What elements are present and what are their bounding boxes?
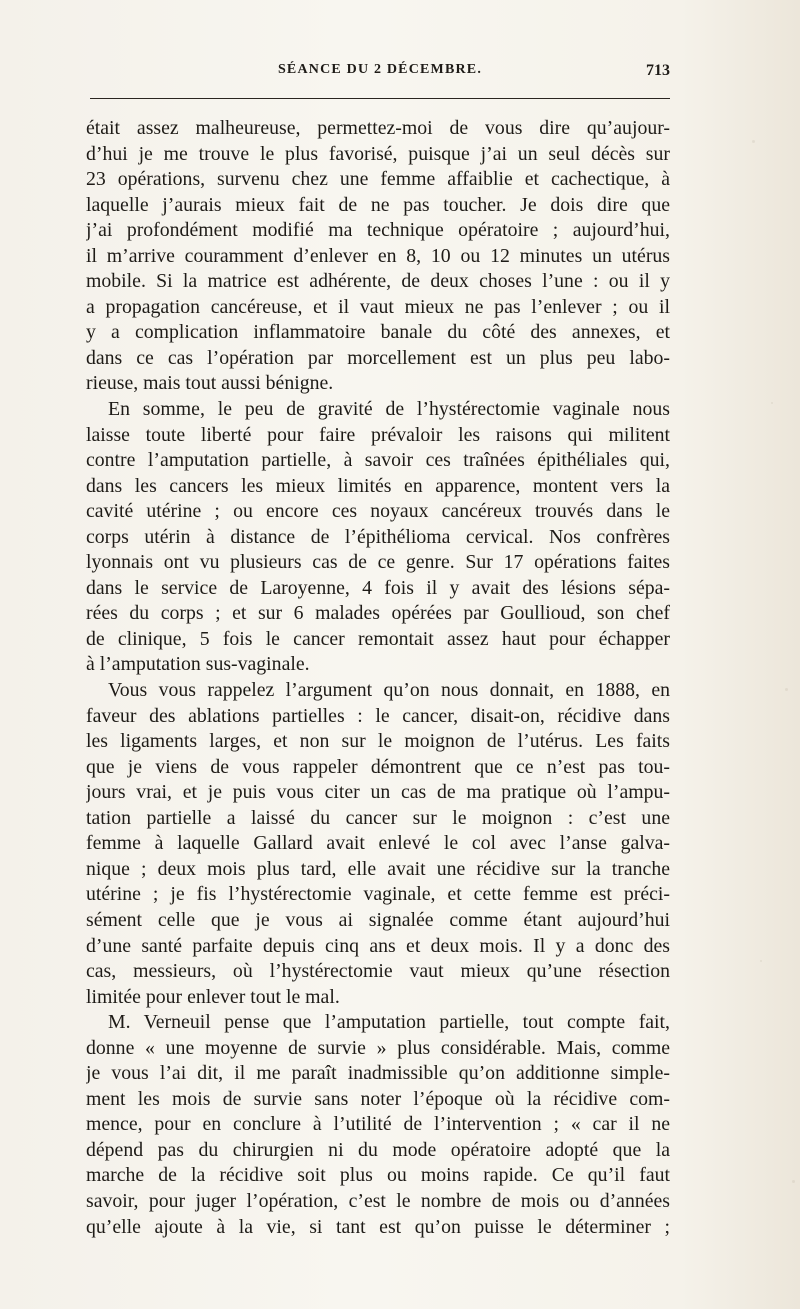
text-line: donne « une moyenne de survie » plus considérable. Mais, comme	[86, 1036, 670, 1059]
text-line: nique ; deux mois plus tard, elle avait une récidive sur la tranche	[86, 857, 670, 880]
text-line: ment les mois de survie sans noter l’époque où la récidive com-	[86, 1087, 670, 1110]
page-number: 713	[646, 62, 670, 79]
text-line: y a complication inflammatoire banale du côté des annexes, et	[86, 321, 670, 344]
page-header	[90, 62, 670, 86]
text-line: d’une santé parfaite depuis cinq ans et deux mois. Il y a donc des	[86, 934, 670, 957]
text-line: contre l’amputation partielle, à savoir ces traînées épithéliales qui,	[86, 449, 670, 472]
text-line: rieuse, mais tout aussi bénigne.	[86, 372, 334, 395]
text-line: dans ce cas l’opération par morcellement est un plus peu labo-	[86, 346, 670, 369]
text-line: limitée pour enlever tout le mal.	[86, 985, 340, 1008]
paper-speck	[760, 960, 762, 962]
text-line: utérine ; je fis l’hystérectomie vaginale, et cette femme est préci-	[86, 883, 670, 906]
text-line: savoir, pour juger l’opération, c’est le nombre de mois ou d’années	[86, 1189, 670, 1212]
text-line: En somme, le peu de gravité de l’hystérectomie vaginale nous	[108, 398, 670, 421]
text-line: corps utérin à distance de l’épithélioma cervical. Nos confrères	[86, 525, 670, 548]
text-line: les ligaments larges, et non sur le moignon de l’utérus. Les faits	[86, 730, 670, 753]
text-line: a propagation cancéreuse, et il vaut mieux ne pas l’enlever ; ou il	[86, 295, 670, 318]
header-rule	[90, 98, 670, 99]
text-line: de clinique, 5 fois le cancer remontait assez haut pour échapper	[86, 627, 670, 650]
text-line: laisse toute liberté pour faire prévaloir les raisons qui militent	[86, 423, 670, 446]
text-line: j’ai profondément modifié ma technique opératoire ; aujourd’hui,	[86, 219, 670, 242]
paper-speck	[785, 688, 788, 691]
text-line: jours vrai, et je puis vous citer un cas de ma pratique où l’ampu-	[86, 781, 670, 804]
text-line: lyonnais ont vu plusieurs cas de ce genre. Sur 17 opérations faites	[86, 551, 670, 574]
text-line: dans les cancers les mieux limités en apparence, montent vers la	[86, 474, 670, 497]
text-line: marche de la récidive soit plus ou moins rapide. Ce qu’il faut	[86, 1164, 670, 1187]
paper-speck	[752, 140, 755, 143]
text-line: dans le service de Laroyenne, 4 fois il y avait des lésions sépa-	[86, 576, 670, 599]
text-line: 23 opérations, survenu chez une femme affaiblie et cachectique, à	[86, 168, 670, 191]
text-line: Vous vous rappelez l’argument qu’on nous donnait, en 1888, en	[108, 679, 670, 702]
text-line: laquelle j’aurais mieux fait de ne pas toucher. Je dois dire que	[86, 193, 670, 216]
text-line: qu’elle ajoute à la vie, si tant est qu’on puisse le déterminer ;	[86, 1215, 670, 1238]
text-line: était assez malheureuse, permettez-moi de vous dire qu’aujour-	[86, 117, 670, 139]
text-line: mence, pour en conclure à l’utilité de l’intervention ; « car il ne	[86, 1113, 670, 1136]
text-line: rées du corps ; et sur 6 malades opérées par Goullioud, son chef	[86, 602, 670, 625]
text-line: faveur des ablations partielles : le cancer, disait-on, récidive dans	[86, 704, 670, 727]
text-line: cas, messieurs, où l’hystérectomie vaut mieux qu’une résection	[86, 960, 670, 983]
text-line: je vous l’ai dit, il me paraît inadmissible qu’on additionne simple-	[86, 1062, 670, 1085]
text-line: mobile. Si la matrice est adhérente, de deux choses l’une : ou il y	[86, 270, 670, 293]
text-line: tation partielle a laissé du cancer sur le moignon : c’est une	[86, 806, 670, 829]
text-line: dépend pas du chirurgien ni du mode opératoire adopté que la	[86, 1138, 670, 1161]
text-line: M. Verneuil pense que l’amputation partielle, tout compte fait,	[108, 1011, 670, 1034]
text-line: cavité utérine ; ou encore ces noyaux cancéreux trouvés dans le	[86, 500, 670, 523]
body-text	[86, 116, 670, 1240]
text-line: d’hui je me trouve le plus favorisé, puisque j’ai un seul décès sur	[86, 142, 670, 165]
text-line: que je viens de vous rappeler démontrent que ce n’est pas tou-	[86, 755, 670, 778]
paper-speck	[792, 1180, 795, 1183]
paper-speck	[771, 402, 773, 404]
text-line: il m’arrive couramment d’enlever en 8, 10 ou 12 minutes un utérus	[86, 244, 670, 267]
text-line: sément celle que je vous ai signalée comme étant aujourd’hui	[86, 908, 670, 931]
text-line: femme à laquelle Gallard avait enlevé le col avec l’anse galva-	[86, 832, 670, 855]
text-line: à l’amputation sus-vaginale.	[86, 653, 310, 676]
running-head: SÉANCE DU 2 DÉCEMBRE.	[277, 62, 483, 77]
